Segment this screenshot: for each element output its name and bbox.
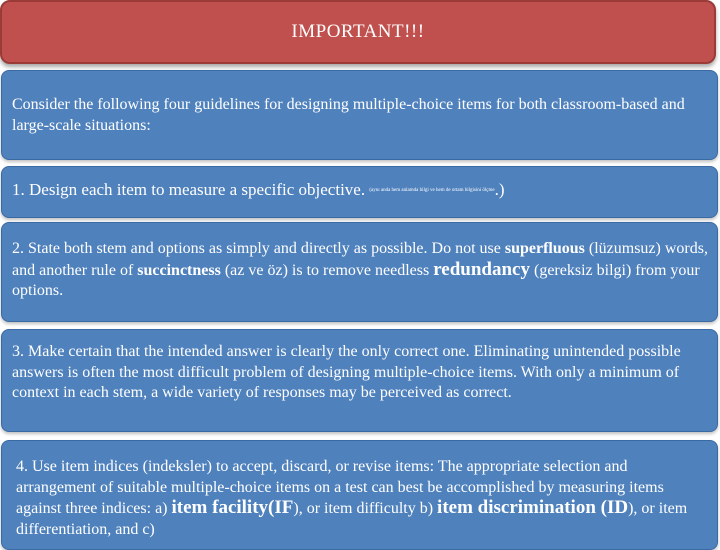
guideline-1-end: .) [494, 180, 505, 199]
guideline-4-part-2: ), or item difficulty b) [293, 500, 438, 517]
guideline-4-part-3: ), or item differentiation, and c) [16, 500, 688, 538]
guideline-1-card [1, 166, 718, 218]
guideline-2-part-2: (lüzumsuz) words, and another rule of [12, 240, 708, 279]
title-banner [0, 0, 716, 64]
guideline-3-text: 3. Make certain that the intended answer is clearly the only correct one. Eliminating unintended possible answers is often the most difficult problem of designing multiple-choice items. With only a minimum of context in each stem, a wide variety of responses may be perceived as correct. [12, 343, 681, 401]
guideline-4-bold-1: item facility(IF [171, 497, 294, 518]
guideline-2-part-3: (az ve öz) is to remove needless [220, 261, 434, 279]
guideline-1-text: 1. Design each item to measure a specific objective. [12, 180, 366, 199]
guideline-3-card [1, 329, 718, 432]
guideline-4-bold-2: item discrimination (ID [437, 497, 629, 518]
intro-text: Consider the following four guidelines for designing multiple-choice items for both classroom-based and large-scale situations: [12, 96, 685, 134]
guideline-2-big-word: redundancy [433, 258, 530, 280]
guideline-2-part-4: (gereksiz bilgi) from your options. [12, 261, 700, 299]
guideline-4-part-1: 4. Use item indices (indeksler) to accept, discard, or revise items: The appropriate selection and arrangement of suitable multiple-choice items on a test can best be accomplished by measuring items against three indices: a) [16, 458, 664, 517]
guideline-2-bold-2: succinctness [137, 261, 221, 279]
guideline-2-card [1, 222, 718, 322]
intro-card [1, 70, 718, 160]
guideline-2-part-1: 2. State both stem and options as simply and directly as possible. Do not use [12, 240, 501, 257]
guideline-2-bold-1: superfluous [504, 240, 585, 257]
guideline-4-card [1, 440, 718, 550]
page-title: IMPORTANT!!! [291, 21, 425, 42]
guideline-1-note: (aynı anda hem anlamda bilgi ve hem de ortam bilgisini ölçme [369, 187, 495, 193]
